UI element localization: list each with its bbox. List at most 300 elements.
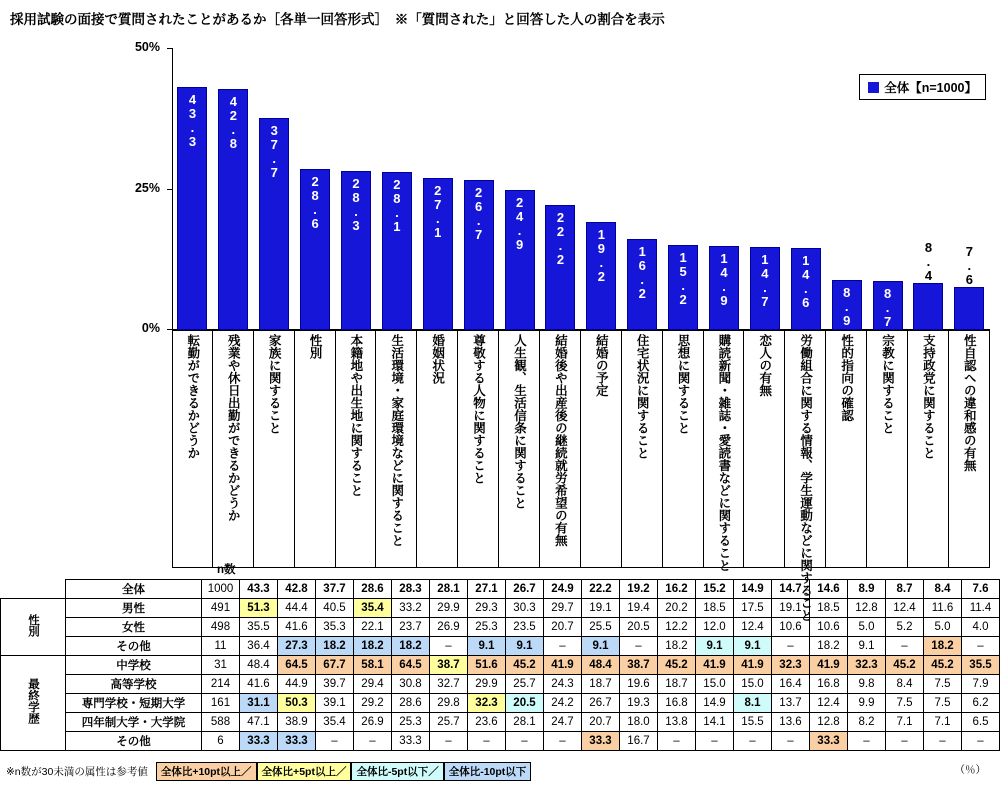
table-cell: 51.3 (240, 598, 278, 617)
table-cell: 16.8 (658, 693, 696, 712)
table-row-n: 11 (202, 636, 240, 655)
table-cell: 8.7 (886, 579, 924, 598)
table-group-label: 最終学歴 (1, 655, 66, 750)
table-cell: 33.2 (392, 598, 430, 617)
table-row (1, 674, 1000, 693)
bar (913, 239, 943, 330)
table-cell: 23.6 (468, 712, 506, 731)
table-cell: 18.2 (354, 636, 392, 655)
table-cell: 25.7 (506, 674, 544, 693)
category-label: 人生観、生活信条に関すること (499, 330, 540, 568)
table-cell: 24.7 (544, 712, 582, 731)
table-row-n: 1000 (202, 579, 240, 598)
table-cell: 40.5 (316, 598, 354, 617)
table-row-label: 高等学校 (66, 674, 202, 693)
bar-value-label: 7.6 (961, 244, 977, 287)
table-cell: 32.3 (772, 655, 810, 674)
category-label: 思想に関すること (663, 330, 704, 568)
category-label: 性別 (295, 330, 336, 568)
category-label: 住宅状況に関すること (622, 330, 663, 568)
table-cell: 20.5 (506, 693, 544, 712)
table-cell: 12.4 (886, 598, 924, 617)
table-cell: 9.1 (848, 636, 886, 655)
table-cell: 9.8 (848, 674, 886, 693)
table-cell: 19.1 (582, 598, 620, 617)
bar-column (376, 48, 417, 330)
table-cell: 14.6 (810, 579, 848, 598)
table-row (1, 712, 1000, 731)
table-cell: 26.7 (506, 579, 544, 598)
bar (750, 247, 780, 330)
table-cell: 29.2 (354, 693, 392, 712)
table-row (1, 636, 1000, 655)
table-row-n: 31 (202, 655, 240, 674)
table-cell: 16.2 (658, 579, 696, 598)
table-cell: 13.8 (658, 712, 696, 731)
table-cell: 12.8 (848, 598, 886, 617)
table-cell: 26.7 (582, 693, 620, 712)
table-row-label: 中学校 (66, 655, 202, 674)
table-row-label: 四年制大学・大学院 (66, 712, 202, 731)
footer-note: ※n数が30未満の属性は参考値 (6, 766, 148, 778)
table-cell: 67.7 (316, 655, 354, 674)
bar-value-label: 42.8 (225, 94, 241, 151)
table-cell: 33.3 (278, 731, 316, 750)
bar-column (785, 48, 826, 330)
table-cell: 47.1 (240, 712, 278, 731)
table-cell: 17.5 (734, 598, 772, 617)
table-cell: 8.1 (734, 693, 772, 712)
table-cell: 12.2 (658, 617, 696, 636)
bar-column (622, 48, 663, 330)
bar-column (172, 48, 213, 330)
table-cell: 7.1 (924, 712, 962, 731)
table-cell: 19.4 (620, 598, 658, 617)
table-cell: 35.5 (240, 617, 278, 636)
table-cell: 38.9 (278, 712, 316, 731)
table-cell: 29.4 (354, 674, 392, 693)
n-header: n数 (216, 564, 236, 577)
table-cell: 64.5 (278, 655, 316, 674)
table-cell: 16.7 (620, 731, 658, 750)
table-cell: 20.5 (620, 617, 658, 636)
table-cell: 6.5 (962, 712, 1000, 731)
table-cell: 41.6 (240, 674, 278, 693)
table-cell: 32.7 (430, 674, 468, 693)
table-cell: 29.9 (468, 674, 506, 693)
table-cell: 22.1 (354, 617, 392, 636)
table-row (1, 731, 1000, 750)
table-header-row (1, 560, 1000, 579)
table-cell: 41.9 (734, 655, 772, 674)
table-cell: 26.9 (354, 712, 392, 731)
table-cell: 9.1 (696, 636, 734, 655)
table-cell: 45.2 (886, 655, 924, 674)
table-cell: 19.2 (620, 579, 658, 598)
bar (382, 172, 412, 330)
bar-value-label: 27.1 (430, 182, 446, 239)
table-cell: 11.4 (962, 598, 1000, 617)
table-cell: 24.2 (544, 693, 582, 712)
table-cell: – (430, 636, 468, 655)
table-cell: 32.3 (468, 693, 506, 712)
y-tick-label-0: 0% (141, 321, 160, 335)
table-cell: 27.3 (278, 636, 316, 655)
table-cell: 51.6 (468, 655, 506, 674)
table-cell: 30.3 (506, 598, 544, 617)
table-cell: 9.1 (734, 636, 772, 655)
unit-label: （％） (954, 764, 986, 776)
table-cell: – (316, 731, 354, 750)
bar-column (295, 48, 336, 330)
bar (259, 118, 289, 330)
table-row-label: その他 (66, 731, 202, 750)
bar (177, 87, 207, 330)
table-cell: 19.3 (620, 693, 658, 712)
table-cell: 39.7 (316, 674, 354, 693)
table-cell: 25.3 (392, 712, 430, 731)
table-cell: 28.1 (506, 712, 544, 731)
table-row-label: 女性 (66, 617, 202, 636)
bar (464, 180, 494, 330)
table-cell: 30.8 (392, 674, 430, 693)
table-cell: 9.1 (582, 636, 620, 655)
bar-column (458, 48, 499, 330)
table-cell: 8.9 (848, 579, 886, 598)
category-label: 購読新聞・雑誌・愛読書などに関すること (704, 330, 745, 568)
table-cell: 28.3 (392, 579, 430, 598)
table-cell: – (658, 731, 696, 750)
category-label: 尊敬する人物に関すること (458, 330, 499, 568)
table-cell: – (772, 731, 810, 750)
table-cell: – (962, 636, 1000, 655)
table-cell: 5.2 (886, 617, 924, 636)
table-cell: 36.4 (240, 636, 278, 655)
table-cell: 9.1 (506, 636, 544, 655)
table-cell: 15.5 (734, 712, 772, 731)
table-row-n: 214 (202, 674, 240, 693)
table-row (1, 655, 1000, 674)
category-label: 家族に関すること (254, 330, 295, 568)
table-cell: 48.4 (582, 655, 620, 674)
bar-value-label: 43.3 (184, 91, 200, 148)
table-row-n: 491 (202, 598, 240, 617)
table-cell: 18.2 (658, 636, 696, 655)
chart-legend (859, 74, 986, 100)
bar-column (417, 48, 458, 330)
table-cell: 35.4 (354, 598, 392, 617)
table-cell: – (886, 731, 924, 750)
bar-column (663, 48, 704, 330)
bar-value-label: 28.1 (389, 177, 405, 234)
table-cell: 14.1 (696, 712, 734, 731)
table-cell: 5.0 (848, 617, 886, 636)
table-cell: 31.1 (240, 693, 278, 712)
category-label: 労働組合に関する情報、学生運動などに関すること (785, 330, 826, 568)
table-cell: 33.3 (582, 731, 620, 750)
bar-value-label: 14.9 (716, 251, 732, 308)
bar-column (213, 48, 254, 330)
table-cell: 15.2 (696, 579, 734, 598)
table-cell: 28.6 (354, 579, 392, 598)
category-label: 生活環境・家庭環境などに関すること (376, 330, 417, 568)
table-cell: – (924, 731, 962, 750)
table-cell: – (848, 731, 886, 750)
table-row-n: 161 (202, 693, 240, 712)
table-cell: 44.4 (278, 598, 316, 617)
table-cell: 33.3 (810, 731, 848, 750)
table-cell: 13.7 (772, 693, 810, 712)
bar-column (540, 48, 581, 330)
table-cell: – (354, 731, 392, 750)
table-cell: 25.7 (430, 712, 468, 731)
table-row-n: 498 (202, 617, 240, 636)
table-group-label (1, 579, 66, 598)
bar-column (336, 48, 377, 330)
table-cell: 12.0 (696, 617, 734, 636)
table-cell: 16.8 (810, 674, 848, 693)
bar (873, 281, 903, 330)
table-cell: 23.5 (506, 617, 544, 636)
table-cell: 28.6 (392, 693, 430, 712)
table-cell: 8.2 (848, 712, 886, 731)
data-table-wrapper (0, 560, 1000, 751)
data-table (0, 560, 1000, 751)
table-cell: 18.5 (810, 598, 848, 617)
bar-value-label: 19.2 (593, 227, 609, 284)
table-cell: 19.1 (772, 598, 810, 617)
bar (545, 205, 575, 330)
table-cell: 7.5 (924, 693, 962, 712)
table-cell: 18.2 (392, 636, 430, 655)
bar-value-label: 8.7 (880, 286, 896, 329)
table-cell: 14.9 (696, 693, 734, 712)
table-cell: 42.8 (278, 579, 316, 598)
table-cell: 24.9 (544, 579, 582, 598)
table-cell: 18.0 (620, 712, 658, 731)
table-cell: 11.6 (924, 598, 962, 617)
page-title: 採用試験の面接で質問されたことがあるか［各単一回答形式］ ※「質問された」と回答した人の割合を表示 (10, 12, 665, 27)
bar-column (704, 48, 745, 330)
table-cell: 33.3 (392, 731, 430, 750)
bar-column (499, 48, 540, 330)
category-label: 結婚後や出産後の継続就労希望の有無 (540, 330, 581, 568)
bar (341, 171, 371, 330)
table-cell: 7.9 (962, 674, 1000, 693)
bar-value-label: 28.3 (348, 175, 364, 232)
table-cell: 35.4 (316, 712, 354, 731)
table-cell: 41.9 (810, 655, 848, 674)
table-cell: 28.1 (430, 579, 468, 598)
table-cell: – (544, 636, 582, 655)
table-cell: 48.4 (240, 655, 278, 674)
table-row-label: その他 (66, 636, 202, 655)
table-row (1, 579, 1000, 598)
category-label: 婚姻状況 (417, 330, 458, 568)
table-cell: 35.3 (316, 617, 354, 636)
legend-swatch-icon (868, 82, 879, 93)
legend-key-minus10: 全体比-10pt以下 (444, 762, 532, 781)
table-cell: 9.1 (468, 636, 506, 655)
table-cell: – (468, 731, 506, 750)
table-cell: 18.5 (696, 598, 734, 617)
table-cell: 18.2 (316, 636, 354, 655)
bar-column (254, 48, 295, 330)
bar-value-label: 8.9 (839, 284, 855, 327)
table-cell: 10.6 (772, 617, 810, 636)
bar (791, 248, 821, 330)
table-cell: – (962, 731, 1000, 750)
bar-value-label: 16.2 (634, 243, 650, 300)
table-cell: 29.7 (544, 598, 582, 617)
bar-value-label: 14.7 (757, 252, 773, 309)
table-cell: 25.5 (582, 617, 620, 636)
y-tick-label-25: 25% (134, 181, 160, 195)
table-cell: 18.7 (658, 674, 696, 693)
category-label: 性自認への違和感の有無 (949, 330, 990, 568)
table-row-n: 588 (202, 712, 240, 731)
bar (505, 190, 535, 330)
table-cell: – (696, 731, 734, 750)
category-label: 転勤ができるかどうか (172, 330, 213, 568)
table-cell: 5.0 (924, 617, 962, 636)
table-cell: 24.3 (544, 674, 582, 693)
bar-value-label: 37.7 (266, 123, 282, 180)
table-cell: 9.9 (848, 693, 886, 712)
table-cell: 32.3 (848, 655, 886, 674)
table-row (1, 617, 1000, 636)
table-cell: 14.9 (734, 579, 772, 598)
table-cell: 26.9 (430, 617, 468, 636)
legend-label: 全体【n=1000】 (884, 81, 977, 95)
table-cell: 58.1 (354, 655, 392, 674)
table-cell: 18.2 (810, 636, 848, 655)
table-cell: 12.8 (810, 712, 848, 731)
table-row-label: 男性 (66, 598, 202, 617)
table-cell: 43.3 (240, 579, 278, 598)
table-cell: 15.0 (696, 674, 734, 693)
bar-column (581, 48, 622, 330)
table-row-n: 6 (202, 731, 240, 750)
table-cell: 20.2 (658, 598, 696, 617)
category-label: 恋人の有無 (744, 330, 785, 568)
bar (218, 89, 248, 330)
table-cell: – (430, 731, 468, 750)
table-cell: 29.9 (430, 598, 468, 617)
y-tick-label-50: 50% (134, 40, 160, 54)
table-cell: 38.7 (430, 655, 468, 674)
table-cell: 29.3 (468, 598, 506, 617)
table-cell: 27.1 (468, 579, 506, 598)
category-label: 性的指向の確認 (826, 330, 867, 568)
table-cell: 4.0 (962, 617, 1000, 636)
table-cell: – (772, 636, 810, 655)
table-cell: – (734, 731, 772, 750)
table-group-label: 性別 (1, 598, 66, 655)
bar-value-label: 22.2 (552, 210, 568, 267)
table-cell: 8.4 (924, 579, 962, 598)
table-cell: 64.5 (392, 655, 430, 674)
table-cell: – (544, 731, 582, 750)
table-cell: 44.9 (278, 674, 316, 693)
table-cell: 19.6 (620, 674, 658, 693)
table-cell: 41.9 (544, 655, 582, 674)
legend-key-plus10: 全体比+10pt以上／ (156, 762, 257, 781)
table-cell: 7.5 (886, 693, 924, 712)
bar (423, 178, 453, 330)
table-cell: 22.2 (582, 579, 620, 598)
bar (300, 169, 330, 330)
table-cell: 38.7 (620, 655, 658, 674)
table-cell: 35.5 (962, 655, 1000, 674)
footer-legend (6, 762, 996, 781)
table-cell: 8.4 (886, 674, 924, 693)
table-cell: 25.3 (468, 617, 506, 636)
bar-value-label: 8.4 (920, 239, 936, 282)
bar-value-label: 15.2 (675, 249, 691, 306)
table-cell: 16.4 (772, 674, 810, 693)
table-cell: 45.2 (506, 655, 544, 674)
table-cell: 7.6 (962, 579, 1000, 598)
legend-key-plus5: 全体比+5pt以上／ (257, 762, 352, 781)
table-cell: 7.5 (924, 674, 962, 693)
category-label: 本籍地や出生地に関すること (336, 330, 377, 568)
category-label: 結婚の予定 (581, 330, 622, 568)
table-cell: 15.0 (734, 674, 772, 693)
table-cell: 41.9 (696, 655, 734, 674)
legend-key-minus5: 全体比-5pt以下／ (351, 762, 443, 781)
table-row-label: 全体 (66, 579, 202, 598)
category-label: 残業や休日出勤ができるかどうか (213, 330, 254, 568)
bar (668, 245, 698, 330)
table-cell: – (506, 731, 544, 750)
table-cell: – (886, 636, 924, 655)
table-cell: 39.1 (316, 693, 354, 712)
table-row-label: 専門学校・短期大学 (66, 693, 202, 712)
table-cell: 20.7 (544, 617, 582, 636)
table-cell: 18.7 (582, 674, 620, 693)
bar-column (744, 48, 785, 330)
table-cell: 6.2 (962, 693, 1000, 712)
bar (709, 246, 739, 330)
table-cell: 7.1 (886, 712, 924, 731)
table-cell: 12.4 (734, 617, 772, 636)
table-cell: 29.8 (430, 693, 468, 712)
table-cell: 45.2 (658, 655, 696, 674)
category-label: 宗教に関すること (867, 330, 908, 568)
table-cell: 18.2 (924, 636, 962, 655)
bar-value-label: 28.6 (307, 174, 323, 231)
table-cell: 13.6 (772, 712, 810, 731)
bar-value-label: 14.6 (798, 252, 814, 309)
table-cell: 14.7 (772, 579, 810, 598)
bar-value-label: 26.7 (471, 184, 487, 241)
bar (586, 222, 616, 330)
table-row (1, 598, 1000, 617)
bar (627, 239, 657, 330)
table-cell: 33.3 (240, 731, 278, 750)
bar (832, 280, 862, 330)
table-cell: 50.3 (278, 693, 316, 712)
table-cell: 12.4 (810, 693, 848, 712)
table-row (1, 693, 1000, 712)
bar (954, 244, 984, 330)
table-cell: 10.6 (810, 617, 848, 636)
table-cell: 20.7 (582, 712, 620, 731)
table-cell: 23.7 (392, 617, 430, 636)
table-cell: 45.2 (924, 655, 962, 674)
table-cell: 37.7 (316, 579, 354, 598)
